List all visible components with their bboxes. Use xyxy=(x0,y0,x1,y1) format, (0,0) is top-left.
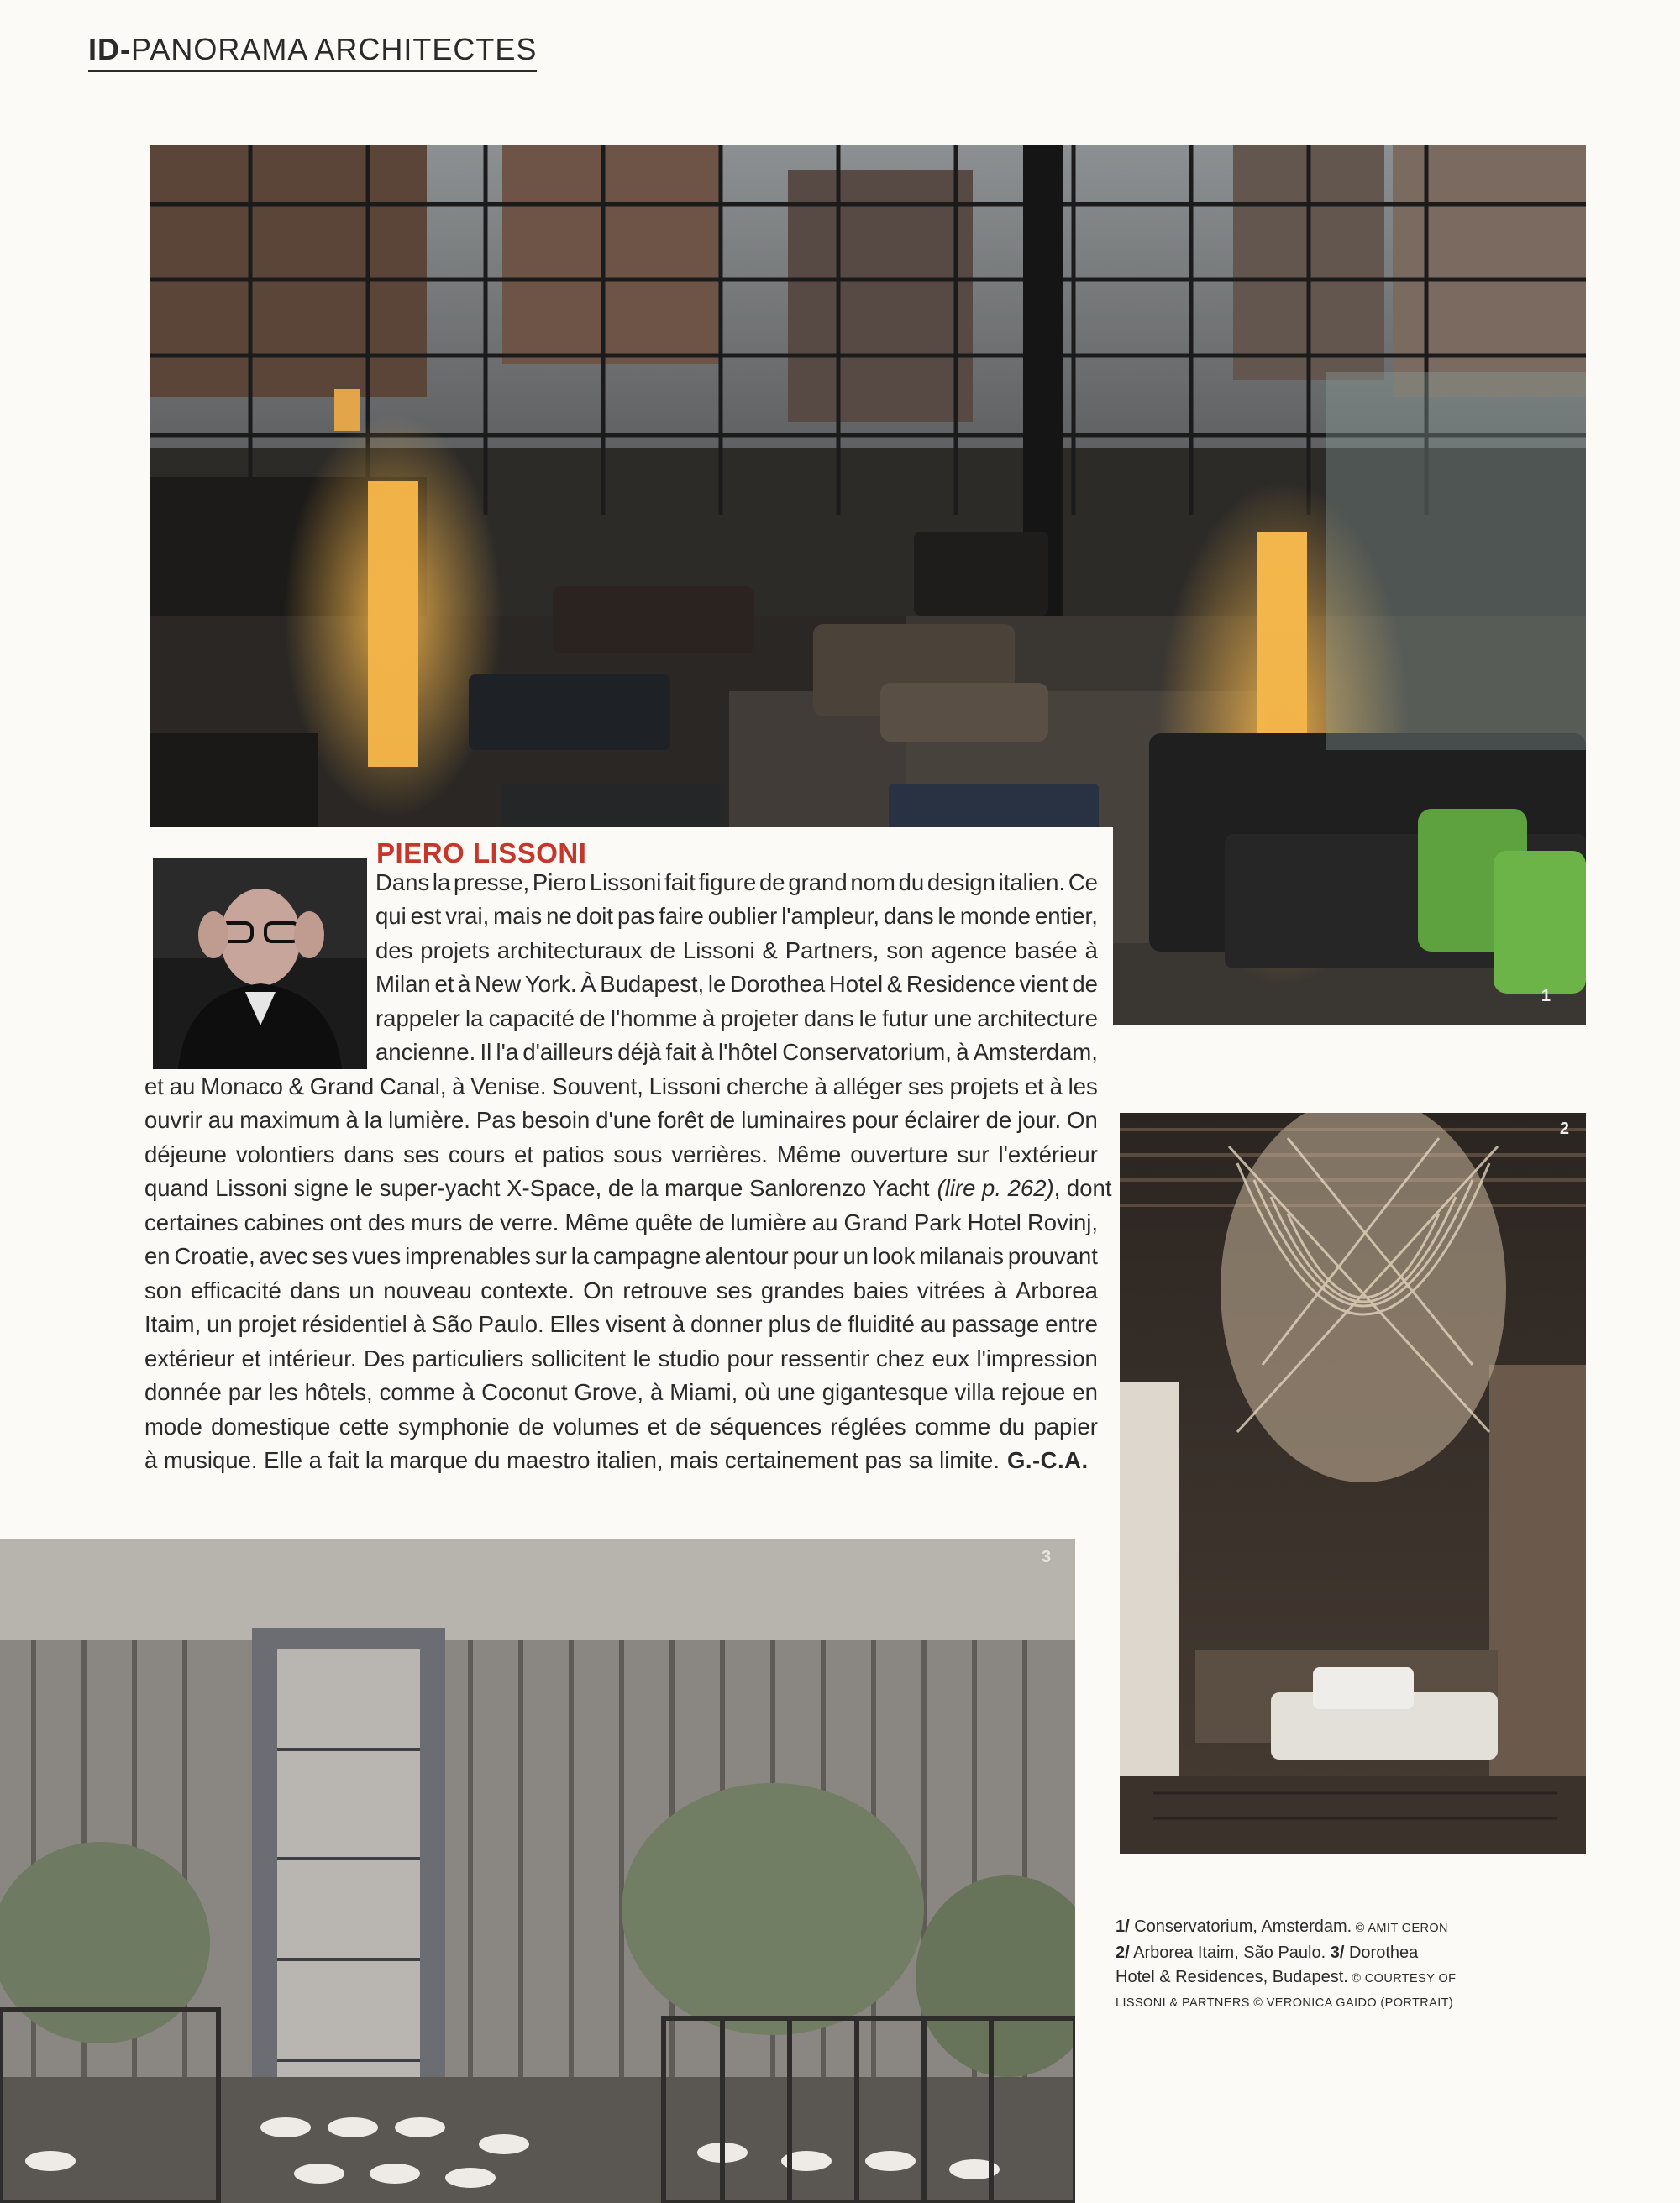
photo-number-2: 2 xyxy=(1559,1120,1569,1138)
text-line: donnée par les hôtels, comme à Coconut Grove, à Miami, où une gigantesque villa rejoue en xyxy=(144,1379,1098,1405)
text-segment: quand Lissoni signe le super-yacht X-Space, de la marque Sanlorenzo Yacht xyxy=(144,1175,930,1201)
caption-line-1 xyxy=(1116,1915,1519,1941)
text-line: certaines cabines ont des murs de verre. Même quête de lumière au Grand Park Hotel Rovinj, xyxy=(144,1209,1098,1235)
photo-number-3: 3 xyxy=(1042,1548,1052,1566)
caption-line-2 xyxy=(1116,1941,1519,1965)
section-name: PANORAMA ARCHITECTES xyxy=(131,32,538,66)
photo-number-1: 1 xyxy=(1541,987,1551,1005)
text-line: rappeler la capacité de l'homme à projeter dans le futur une architecture xyxy=(375,1004,1098,1031)
text-line: mode domestique cette symphonie de volumes et de séquences réglées comme du papier xyxy=(144,1413,1098,1440)
caption-text: Dorothea xyxy=(1344,1943,1419,1962)
page-reference-after: , dont xyxy=(1053,1175,1112,1201)
text-line: ancienne. Il l'a d'ailleurs déjà fait à l'hôtel Conservatorium, à Amsterdam, xyxy=(375,1039,1098,1065)
text-line: et au Monaco & Grand Canal, à Venise. Souvent, Lissoni cherche à alléger ses projets et à les xyxy=(144,1073,1098,1099)
text-line-last xyxy=(144,1444,1098,1478)
text-line: Itaim, un projet résidentiel à São Paulo. Elles visent à donner plus de fluidité au passage entre xyxy=(144,1311,1098,1337)
text-line: qui est vrai, mais ne doit pas faire oublier l'ampleur, dans le monde entier, xyxy=(375,903,1098,929)
photo-credit: © AMIT GERON xyxy=(1352,1922,1448,1935)
article-body xyxy=(144,831,1112,1478)
text-line: ouvrir au maximum à la lumière. Pas besoin d'une forêt de luminaires pour éclairer de jour. On xyxy=(144,1107,1098,1133)
page-reference xyxy=(937,1172,1112,1206)
photo-dorothea-hotel xyxy=(0,1539,1075,2203)
section-header xyxy=(88,32,537,72)
text-line-with-reference xyxy=(144,1172,1112,1206)
caption-text: Hotel & Residences, Budapest. xyxy=(1116,1968,1348,1986)
text-line: extérieur et intérieur. Des particuliers sollicitent le studio pour ressentir chez eux l'impression xyxy=(144,1345,1098,1372)
caption-number: 1/ xyxy=(1116,1917,1130,1936)
text-line: des projets architecturaux de Lissoni & Partners, son agence basée à xyxy=(375,936,1098,963)
photo-credit: © COURTESY OF xyxy=(1347,1972,1457,1985)
text-line: déjeune volontiers dans ses cours et patios sous verrières. Même ouverture sur l'extérieur xyxy=(144,1141,1098,1167)
caption-text: Arborea Itaim, São Paulo. xyxy=(1129,1943,1326,1962)
caption-number: 2/ xyxy=(1116,1943,1130,1962)
article-title: PIERO LISSONI xyxy=(376,837,587,868)
caption-line-3 xyxy=(1116,1965,1519,1991)
text-line: en Croatie, avec ses vues imprenables sur la campagne alentour pour un look milanais prouvant xyxy=(144,1243,1098,1269)
caption-number: 3/ xyxy=(1326,1943,1345,1962)
text-line: Milan et à New York. À Budapest, le Dorothea Hotel & Residence vient de xyxy=(375,971,1098,997)
caption-text: Conservatorium, Amsterdam. xyxy=(1129,1917,1352,1936)
author-initials: G.-C.A. xyxy=(1006,1447,1089,1473)
magazine-brand: ID- xyxy=(88,32,131,66)
page-reference-italic: (lire p. 262) xyxy=(937,1175,1054,1201)
photo-arborea-itaim xyxy=(1120,1113,1586,1854)
text-segment: à musique. Elle a fait la marque du maestro italien, mais certainement pas sa limite. xyxy=(144,1447,1000,1473)
text-line: Dans la presse, Piero Lissoni fait figure de grand nom du design italien. Ce xyxy=(375,868,1098,895)
caption-line-4: LISSONI & PARTNERS © VERONICA GAIDO (PORTRAIT) xyxy=(1116,1996,1454,2010)
text-line: son efficacité dans un nouveau contexte. On retrouve ses grandes baies vitrées à Arborea xyxy=(144,1277,1098,1303)
photo-captions xyxy=(1116,1915,1519,2016)
